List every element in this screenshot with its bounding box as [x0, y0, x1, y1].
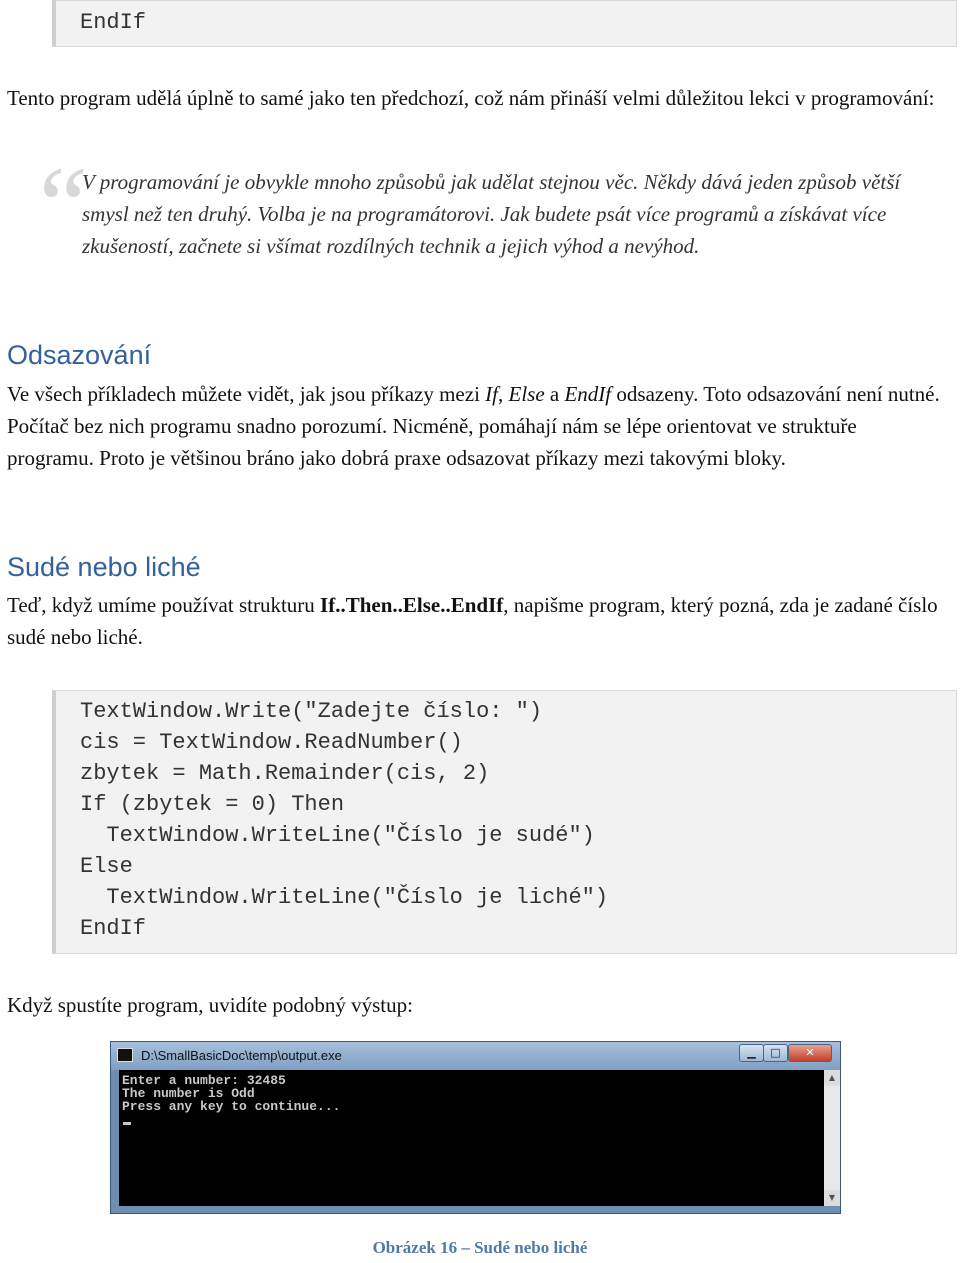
code-line: TextWindow.Write("Zadejte číslo: ")	[80, 699, 543, 724]
text-run: , napišme program, který pozná, zda je zadané číslo sudé nebo liché.	[7, 593, 938, 649]
keyword-else: Else	[508, 382, 545, 406]
vertical-scrollbar[interactable]	[824, 1070, 840, 1206]
text-run: ,	[498, 382, 509, 406]
sude-paragraph	[7, 589, 947, 653]
quote-mark-icon: “	[28, 144, 90, 266]
text-run: odsazeny. Toto odsazování není nutné. Počítač bez nich programu snadno porozumí. Nicméně, pomáhají nám se lépe orientovat ve struktuře programu. Proto je většinou bráno jako dobrá praxe odsazovat příkazy mezi takovými bloky.	[7, 382, 940, 470]
console-line: Press any key to continue...	[122, 1099, 341, 1114]
output-intro-paragraph: Když spustíte program, uvidíte podobný výstup:	[7, 993, 413, 1017]
code-line: TextWindow.WriteLine("Číslo je liché")	[80, 885, 609, 910]
code-line: TextWindow.WriteLine("Číslo je sudé")	[80, 823, 595, 848]
console-line: Enter a number: 32485	[122, 1073, 286, 1088]
code-line: EndIf	[80, 10, 147, 35]
console-app-icon	[117, 1048, 133, 1062]
code-line: EndIf	[80, 916, 147, 941]
code-line: Else	[80, 854, 133, 879]
code-line: zbytek = Math.Remainder(cis, 2)	[80, 761, 490, 786]
console-output[interactable]	[119, 1070, 824, 1206]
pull-quote: V programování je obvykle mnoho způsobů jak udělat stejnou věc. Někdy dává jeden způsob větší smysl než ten druhý. Volba je na programátorovi. Jak budete psát více programů a získávat více zkušeností, začnete si všímat rozdílných technik a jejich výhod a nevýhod.	[82, 170, 901, 258]
keyword-structure: If..Then..Else..EndIf	[320, 593, 504, 617]
text-run: Teď, když umíme používat strukturu	[7, 593, 321, 617]
close-button[interactable]: ✕	[788, 1044, 832, 1062]
console-line: The number is Odd	[122, 1086, 255, 1101]
window-title: D:\SmallBasicDoc\temp\output.exe	[141, 1048, 342, 1063]
code-block-top	[52, 0, 957, 47]
text-cursor	[123, 1122, 131, 1125]
figure-caption: Obrázek 16 – Sudé nebo liché	[372, 1238, 588, 1257]
keyword-if: If	[485, 382, 498, 406]
maximize-button[interactable]: □	[763, 1044, 788, 1062]
window-titlebar[interactable]	[111, 1042, 840, 1070]
keyword-endif: EndIf	[564, 382, 612, 406]
scroll-down-icon[interactable]: ▼	[824, 1190, 840, 1206]
code-block-main	[52, 690, 957, 954]
console-window	[110, 1041, 841, 1214]
minimize-button[interactable]: ▁	[739, 1044, 764, 1062]
text-run: Ve všech příkladech můžete vidět, jak jsou příkazy mezi	[7, 382, 486, 406]
code-line: If (zbytek = 0) Then	[80, 792, 345, 817]
scroll-up-icon[interactable]: ▲	[824, 1070, 840, 1086]
intro-paragraph: Tento program udělá úplně to samé jako ten předchozí, což nám přináší velmi důležitou lekci v programování:	[7, 86, 935, 110]
text-run: a	[544, 382, 565, 406]
heading-odsazovani: Odsazování	[7, 340, 152, 370]
odsazovani-paragraph	[7, 378, 947, 474]
heading-sude-nebo-liche: Sudé nebo liché	[7, 552, 201, 582]
code-line: cis = TextWindow.ReadNumber()	[80, 730, 463, 755]
